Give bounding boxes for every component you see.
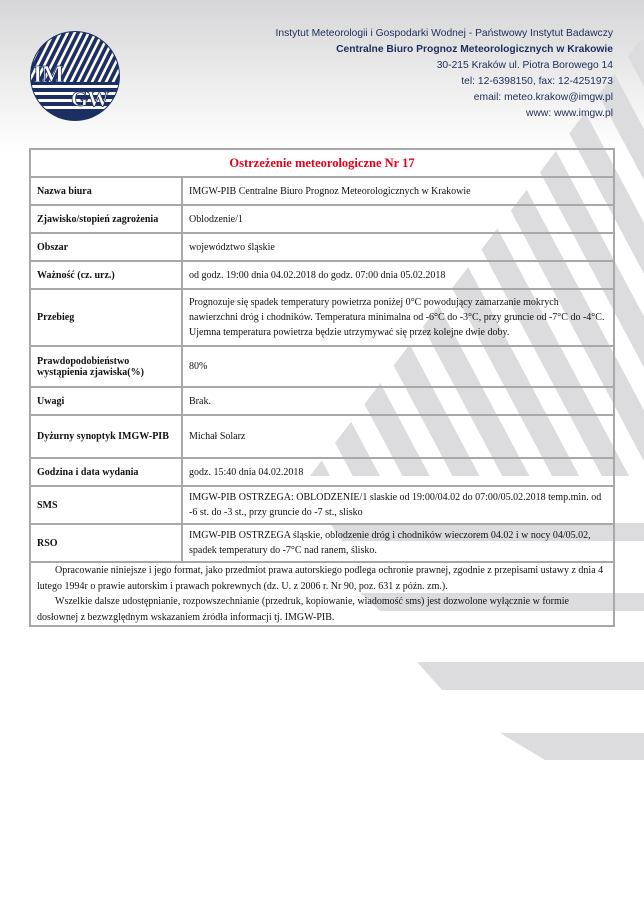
table-row xyxy=(30,205,614,233)
table-row xyxy=(30,524,614,562)
address: 30-215 Kraków ul. Piotra Borowego 14 xyxy=(436,60,613,71)
distribution-paragraph: Wszelkie dalsze udostępnianie, rozpowszechnianie (przedruk, kopiowanie, wiadomość sms) jest dozwolone wyłącznie w formie dosłownej z bezwzględnym wskazaniem źródła informacji tj. IMGW-PIB. xyxy=(37,596,569,623)
email[interactable]: email: meteo.krakow@imgw.pl xyxy=(473,92,613,103)
row-label: Zjawisko/stopień zagrożenia xyxy=(30,205,182,233)
row-label: Nazwa biura xyxy=(30,177,182,205)
row-value: Prognozuje się spadek temperatury powietrza poniżej 0°C powodujący zamarzanie mokrych nawierzchni dróg i chodników. Temperatura minimalna od -6°C do -3°C, przy gruncie od -7°C do -4°C. Ujemna temperatura powietrza będzie utrzymywać się przez kolejne dwie doby. xyxy=(182,289,614,346)
row-value: godz. 15:40 dnia 04.02.2018 xyxy=(182,458,614,486)
row-value: województwo śląskie xyxy=(182,233,614,261)
row-value: IMGW-PIB OSTRZEGA: OBLODZENIE/1 slaskie od 19:00/04.02 do 07:00/05.02.2018 temp.min. od -6 st. do -3 st., przy gruncie do -7 st., slisko xyxy=(182,486,614,524)
table-row xyxy=(30,177,614,205)
row-label: Godzina i data wydania xyxy=(30,458,182,486)
letterhead-contact xyxy=(276,26,613,122)
row-value: Brak. xyxy=(182,387,614,415)
table-row xyxy=(30,415,614,458)
copyright-notice xyxy=(30,562,614,626)
row-label: Przebieg xyxy=(30,289,182,346)
row-value: Oblodzenie/1 xyxy=(182,205,614,233)
table-row xyxy=(30,486,614,524)
row-label: SMS xyxy=(30,486,182,524)
copyright-paragraph: Opracowanie niniejsze i jego format, jako przedmiot prawa autorskiego podlega ochronie prawnej, zgodnie z przepisami ustawy z dnia 4 lutego 1994r o prawie autorskim i prawach pokrewnych (dz. U. z 2006 r. Nr 90, poz. 631 z późn. zm.). xyxy=(37,565,604,592)
table-row xyxy=(30,233,614,261)
imgw-logo xyxy=(29,30,121,122)
phone-fax: tel: 12-6398150, fax: 12-4251973 xyxy=(461,76,613,87)
row-value: IMGW-PIB OSTRZEGA śląskie, oblodzenie dróg i chodników wieczorem 04.02 i w nocy 04/05.02, spadek temperatury do -7°C nad ranem, ślisko. xyxy=(182,524,614,562)
office-name: Centralne Biuro Prognoz Meteorologicznych w Krakowie xyxy=(336,44,613,55)
footer-row xyxy=(30,562,614,626)
table-row xyxy=(30,458,614,486)
row-label: Prawdopodobieństwo wystąpienia zjawiska(%) xyxy=(30,346,182,387)
table-row xyxy=(30,346,614,387)
table-row xyxy=(30,261,614,289)
row-value: 80% xyxy=(182,346,614,387)
row-label: Obszar xyxy=(30,233,182,261)
website[interactable]: www: www.imgw.pl xyxy=(526,108,613,119)
row-value: Michał Solarz xyxy=(182,415,614,458)
row-value: od godz. 19:00 dnia 04.02.2018 do godz. 07:00 dnia 05.02.2018 xyxy=(182,261,614,289)
row-label: Ważność (cz. urz.) xyxy=(30,261,182,289)
warning-table xyxy=(29,148,615,627)
title-row xyxy=(30,149,614,177)
row-label: RSO xyxy=(30,524,182,562)
row-label: Uwagi xyxy=(30,387,182,415)
table-row xyxy=(30,289,614,346)
svg-text:GW: GW xyxy=(71,86,109,111)
row-value: IMGW-PIB Centralne Biuro Prognoz Meteorologicznych w Krakowie xyxy=(182,177,614,205)
institute-name: Instytut Meteorologii i Gospodarki Wodnej - Państwowy Instytut Badawczy xyxy=(275,28,613,39)
warning-title: Ostrzeżenie meteorologiczne Nr 17 xyxy=(30,149,614,177)
table-row xyxy=(30,387,614,415)
row-label: Dyżurny synoptyk IMGW-PIB xyxy=(30,415,182,458)
svg-text:IM: IM xyxy=(33,62,63,88)
